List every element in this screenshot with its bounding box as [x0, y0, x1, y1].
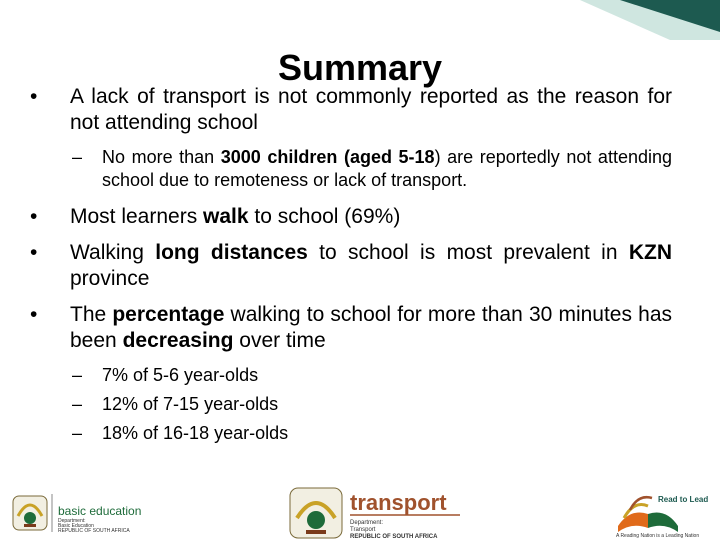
sub-bullet-item	[30, 393, 672, 416]
transport-country: REPUBLIC OF SOUTH AFRICA	[350, 534, 438, 540]
bullet-emphasis: decreasing	[122, 329, 234, 352]
dash-icon: –	[72, 423, 83, 443]
bullet-emphasis: long distances	[155, 241, 308, 264]
bullet-text: to school (69%)	[248, 205, 401, 228]
bullet-text: Walking	[70, 241, 156, 264]
bullet-text: walking to school for more than 30 minutes has been	[70, 303, 672, 352]
bullet-icon: •	[30, 241, 38, 264]
basic-education-logo	[10, 490, 190, 535]
bullet-text: over time	[233, 329, 326, 352]
sub-bullet-emphasis: 3000 children (aged 5-18	[220, 147, 435, 167]
dash-icon: –	[72, 394, 83, 414]
bullet-emphasis: percentage	[112, 303, 225, 326]
sub-bullet-item	[30, 364, 672, 387]
bullet-item	[30, 204, 672, 230]
basic-education-dept: Department:	[58, 518, 86, 524]
coat-of-arms-icon	[290, 488, 342, 538]
slide-title: Summary	[277, 47, 443, 88]
bullet-icon: •	[30, 205, 38, 228]
bullet-item	[30, 240, 672, 292]
corner-decoration	[520, 0, 720, 40]
basic-education-name: basic education	[58, 504, 142, 518]
sub-bullet-text: 12% of 7-15 year-olds	[102, 394, 279, 414]
transport-dept: Department:	[350, 520, 384, 526]
basic-education-country: REPUBLIC OF SOUTH AFRICA	[58, 528, 130, 534]
dash-icon: –	[72, 365, 83, 385]
sub-bullet-text: ) are reportedly not attending school due to remoteness or lack of transport.	[102, 147, 672, 190]
bullet-item	[30, 84, 672, 136]
bullet-text: to school is most prevalent in	[307, 241, 629, 264]
transport-name: transport	[350, 490, 447, 515]
sub-bullet-text: No more than	[102, 147, 221, 167]
bullet-icon: •	[30, 303, 38, 326]
sub-bullet-text: 18% of 16-18 year-olds	[102, 423, 289, 443]
sub-bullet-list	[30, 364, 672, 445]
sub-bullet-item	[30, 422, 672, 445]
basic-education-dept-name: Basic Education	[58, 523, 94, 529]
bullet-icon: •	[30, 85, 38, 108]
coat-of-arms-icon	[13, 496, 47, 530]
sub-bullet-list	[30, 146, 672, 192]
bullet-list	[30, 84, 672, 457]
sub-bullet-item	[30, 146, 672, 192]
bullet-text: Most learners	[70, 205, 204, 228]
sub-bullet-text: 7% of 5-6 year-olds	[102, 365, 259, 385]
bullet-text: province	[70, 267, 150, 290]
read-to-lead-logo	[614, 488, 718, 538]
bullet-emphasis: walk	[203, 205, 249, 228]
read-to-lead-tagline: A Reading Nation is a Leading Nation	[616, 533, 700, 538]
footer-logos	[0, 482, 720, 540]
transport-logo	[288, 484, 468, 540]
bullet-text: A lack of transport is not commonly reported as the reason for not attending school	[70, 85, 672, 134]
bullet-emphasis: KZN	[628, 241, 673, 264]
dash-icon: –	[72, 147, 83, 167]
bullet-item	[30, 302, 672, 354]
bullet-text: The	[70, 303, 113, 326]
transport-dept-name: Transport	[350, 527, 376, 533]
read-to-lead-name: Read to Lead	[658, 495, 709, 504]
